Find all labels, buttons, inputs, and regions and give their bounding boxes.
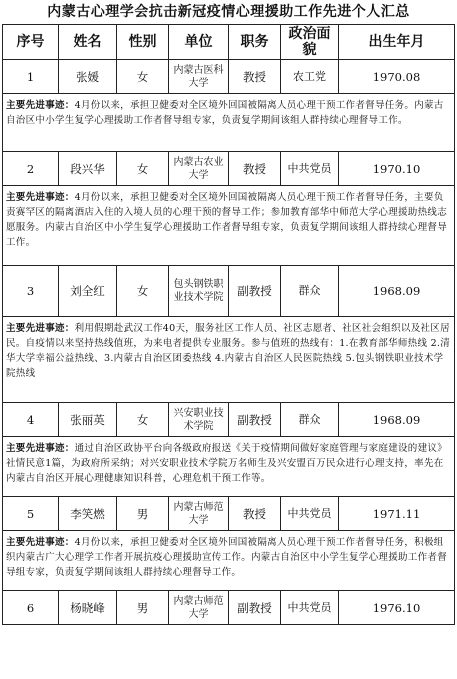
deeds-row xyxy=(3,437,455,497)
cell-position: 副教授 xyxy=(229,403,281,437)
cell-gender: 女 xyxy=(117,266,169,317)
cell-no: 1 xyxy=(3,60,59,94)
cell-party: 农工党 xyxy=(281,60,339,94)
cell-party: 中共党员 xyxy=(281,497,339,531)
table-row xyxy=(3,591,455,625)
cell-name: 张媛 xyxy=(59,60,117,94)
cell-position: 副教授 xyxy=(229,591,281,625)
deeds-row xyxy=(3,94,455,152)
document-title: 内蒙古心理学会抗击新冠疫情心理援助工作先进个人汇总 xyxy=(47,4,410,20)
deeds-text: 利用假期赴武汉工作40天，服务社区工作人员、社区志愿者、社区社会组织以及社区居民。自疫情以来坚持热线值班，为来电者提供专业服务。参与值班的热线有：1.在教育部华师热线 2.清华大学幸福公益热线、3.内蒙古自治区团委热线 4.内蒙古自治区人民医院热线 5.包头钢铁职业技术学院热线 xyxy=(6,323,451,379)
deeds-cell xyxy=(3,437,455,497)
cell-party: 群众 xyxy=(281,403,339,437)
cell-position: 副教授 xyxy=(229,266,281,317)
cell-gender: 女 xyxy=(117,152,169,186)
cell-unit: 兴安职业技术学院 xyxy=(169,403,229,437)
deeds-text: 4月份以来，承担卫健委对全区境外回国被隔离人员心理干预工作者督导任务。内蒙古自治区中小学生复学心理援助工作者督导组专家，负责复学期间该组人群持续心理督导工作。 xyxy=(6,100,444,126)
cell-unit: 内蒙古农业大学 xyxy=(169,152,229,186)
cell-unit: 内蒙古师范大学 xyxy=(169,497,229,531)
cell-name: 李笑燃 xyxy=(59,497,117,531)
cell-party: 中共党员 xyxy=(281,152,339,186)
header-unit: 单位 xyxy=(169,25,229,60)
deeds-row xyxy=(3,317,455,403)
cell-birth: 1970.10 xyxy=(339,152,455,186)
header-gender: 性别 xyxy=(117,25,169,60)
cell-no: 5 xyxy=(3,497,59,531)
deeds-cell xyxy=(3,317,455,403)
cell-position: 教授 xyxy=(229,60,281,94)
cell-name: 刘全红 xyxy=(59,266,117,317)
deeds-label: 主要先进事迹： xyxy=(6,323,75,334)
deeds-text: 4月份以来，承担卫健委对全区境外回国被隔离人员心理干预工作者督导任务，积极组织内蒙古广大心理学工作者开展抗疫心理援助宣传工作。内蒙古自治区中小学生复学心理援助工作者督导组专家，负责复学期间该组人群持续心理督导工作。 xyxy=(6,537,448,578)
table-row xyxy=(3,152,455,186)
cell-no: 3 xyxy=(3,266,59,317)
cell-no: 2 xyxy=(3,152,59,186)
deeds-row xyxy=(3,186,455,266)
cell-gender: 女 xyxy=(117,403,169,437)
deeds-label: 主要先进事迹： xyxy=(6,443,75,454)
header-birth: 出生年月 xyxy=(339,25,455,60)
cell-gender: 女 xyxy=(117,60,169,94)
header-name: 姓名 xyxy=(59,25,117,60)
table-header-row xyxy=(3,25,455,60)
table-row xyxy=(3,266,455,317)
cell-no: 6 xyxy=(3,591,59,625)
cell-unit: 内蒙古师范大学 xyxy=(169,591,229,625)
deeds-cell xyxy=(3,94,455,152)
cell-position: 教授 xyxy=(229,152,281,186)
cell-birth: 1976.10 xyxy=(339,591,455,625)
header-party: 政治面貌 xyxy=(281,25,339,60)
cell-birth: 1970.08 xyxy=(339,60,455,94)
cell-name: 段兴华 xyxy=(59,152,117,186)
cell-position: 教授 xyxy=(229,497,281,531)
header-position: 职务 xyxy=(229,25,281,60)
deeds-label: 主要先进事迹： xyxy=(6,192,75,203)
deeds-text: 4月份以来，承担卫健委对全区境外回国被隔离人员心理干预工作者督导任务，主要负责赛罕区的隔离酒店入住的入境人员的心理干预的督导工作；参加教育部华中师范大学心理援助热线志愿服务。内蒙古自治区中小学生复学心理援助工作者督导组专家，负责复学期间该组人群持续心理督导工作。 xyxy=(6,192,448,248)
advanced-individuals-table xyxy=(2,24,455,625)
deeds-row xyxy=(3,531,455,591)
cell-party: 中共党员 xyxy=(281,591,339,625)
table-row xyxy=(3,60,455,94)
deeds-text: 通过自治区政协平台向各级政府报送《关于疫情期间做好家庭管理与家庭建设的建议》社情民意1篇，为政府所采纳；对兴安职业技术学院万名师生及兴安盟百万民众进行心理支持，率先在内蒙古自治区开展心理健康知识科普，心理危机干预工作等。 xyxy=(6,443,448,484)
cell-party: 群众 xyxy=(281,266,339,317)
deeds-cell xyxy=(3,186,455,266)
deeds-label: 主要先进事迹： xyxy=(6,100,75,111)
cell-name: 张丽英 xyxy=(59,403,117,437)
header-no: 序号 xyxy=(3,25,59,60)
cell-unit: 包头钢铁职业技术学院 xyxy=(169,266,229,317)
cell-gender: 男 xyxy=(117,497,169,531)
cell-birth: 1968.09 xyxy=(339,403,455,437)
table-row xyxy=(3,497,455,531)
cell-unit: 内蒙古医科大学 xyxy=(169,60,229,94)
cell-birth: 1968.09 xyxy=(339,266,455,317)
cell-name: 杨晓峰 xyxy=(59,591,117,625)
cell-birth: 1971.11 xyxy=(339,497,455,531)
table-row xyxy=(3,403,455,437)
cell-no: 4 xyxy=(3,403,59,437)
deeds-label: 主要先进事迹： xyxy=(6,537,75,548)
deeds-cell xyxy=(3,531,455,591)
cell-gender: 男 xyxy=(117,591,169,625)
